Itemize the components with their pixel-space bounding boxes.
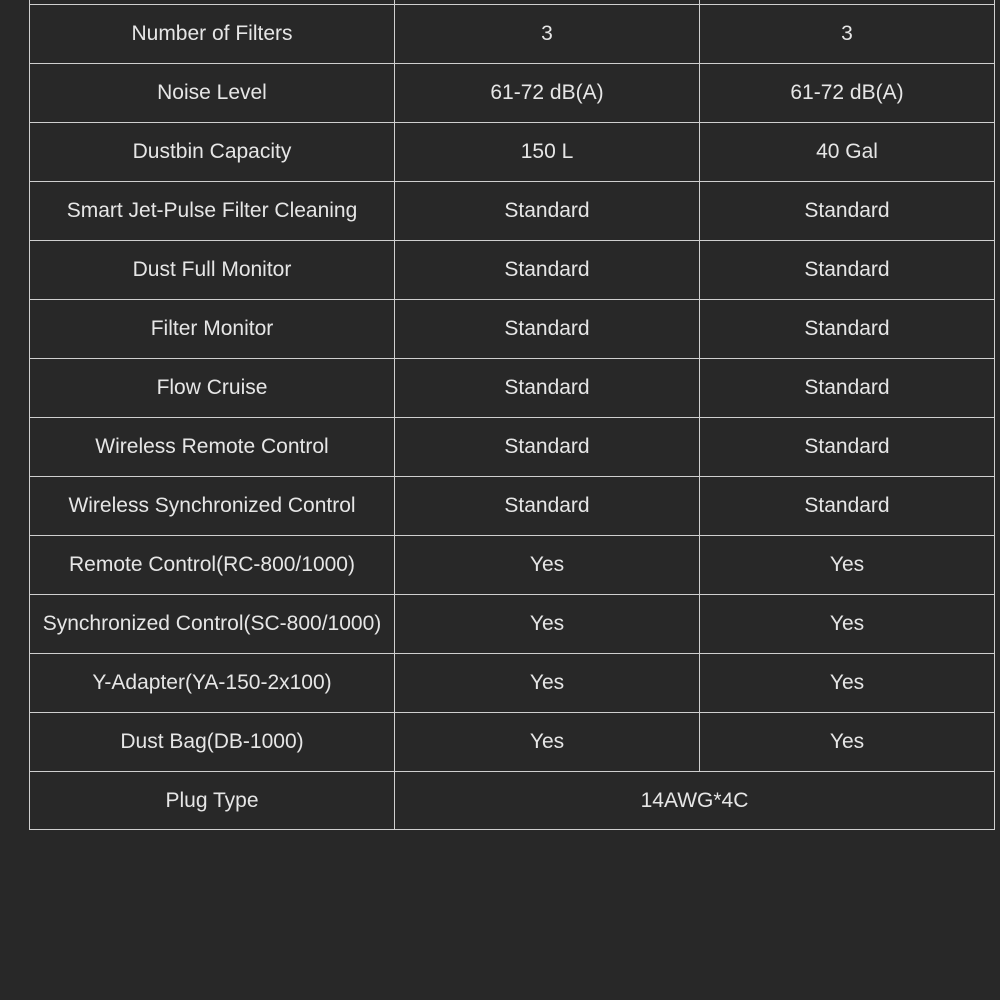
spec-value-model-b: Yes — [700, 595, 995, 654]
spec-value-model-a: Standard — [395, 359, 700, 418]
spec-label: Smart Jet-Pulse Filter Cleaning — [30, 182, 395, 241]
table-row — [30, 536, 995, 595]
spec-label: Number of Filters — [30, 5, 395, 64]
spec-value-model-a: Yes — [395, 536, 700, 595]
spec-value-model-a: 3 — [395, 5, 700, 64]
table-row — [30, 595, 995, 654]
spec-value-model-a: Yes — [395, 713, 700, 772]
spec-value-model-b: Standard — [700, 182, 995, 241]
spec-value-model-b: Standard — [700, 300, 995, 359]
spec-label: Flow Cruise — [30, 359, 395, 418]
spec-value-model-a: Yes — [395, 595, 700, 654]
spec-value-model-b: Standard — [700, 477, 995, 536]
spec-label: Wireless Synchronized Control — [30, 477, 395, 536]
spec-value-model-a: Standard — [395, 477, 700, 536]
spec-value-model-a: 150 L — [395, 123, 700, 182]
spec-value-model-b: 61-72 dB(A) — [700, 64, 995, 123]
spec-value-model-b: Standard — [700, 359, 995, 418]
spec-value-model-a: Yes — [395, 654, 700, 713]
spec-label: Dust Full Monitor — [30, 241, 395, 300]
spec-value-shared: 14AWG*4C — [395, 772, 995, 830]
spec-value-model-b: Yes — [700, 713, 995, 772]
table-row — [30, 64, 995, 123]
spec-label: Remote Control(RC-800/1000) — [30, 536, 395, 595]
spec-value-model-b: Standard — [700, 418, 995, 477]
spec-value-model-b: Yes — [700, 654, 995, 713]
spec-label: Dustbin Capacity — [30, 123, 395, 182]
table-row — [30, 300, 995, 359]
spec-label: Plug Type — [30, 772, 395, 830]
table-row — [30, 123, 995, 182]
table-row — [30, 5, 995, 64]
spec-value-model-b: Yes — [700, 536, 995, 595]
table-row — [30, 654, 995, 713]
table-row — [30, 713, 995, 772]
spec-label: Dust Bag(DB-1000) — [30, 713, 395, 772]
spec-label: Filter Monitor — [30, 300, 395, 359]
spec-value-model-a: Standard — [395, 182, 700, 241]
table-row — [30, 418, 995, 477]
spec-table — [29, 0, 995, 830]
spec-value-model-b: 40 Gal — [700, 123, 995, 182]
spec-label: Y-Adapter(YA-150-2x100) — [30, 654, 395, 713]
table-row-plug-type — [30, 772, 995, 830]
spec-value-model-a: Standard — [395, 300, 700, 359]
spec-label: Noise Level — [30, 64, 395, 123]
spec-value-model-b: 3 — [700, 5, 995, 64]
spec-value-model-a: 61-72 dB(A) — [395, 64, 700, 123]
table-row — [30, 241, 995, 300]
spec-label: Synchronized Control(SC-800/1000) — [30, 595, 395, 654]
table-row — [30, 359, 995, 418]
table-row — [30, 477, 995, 536]
spec-value-model-a: Standard — [395, 418, 700, 477]
spec-value-model-b: Standard — [700, 241, 995, 300]
table-row — [30, 182, 995, 241]
spec-label: Wireless Remote Control — [30, 418, 395, 477]
spec-value-model-a: Standard — [395, 241, 700, 300]
